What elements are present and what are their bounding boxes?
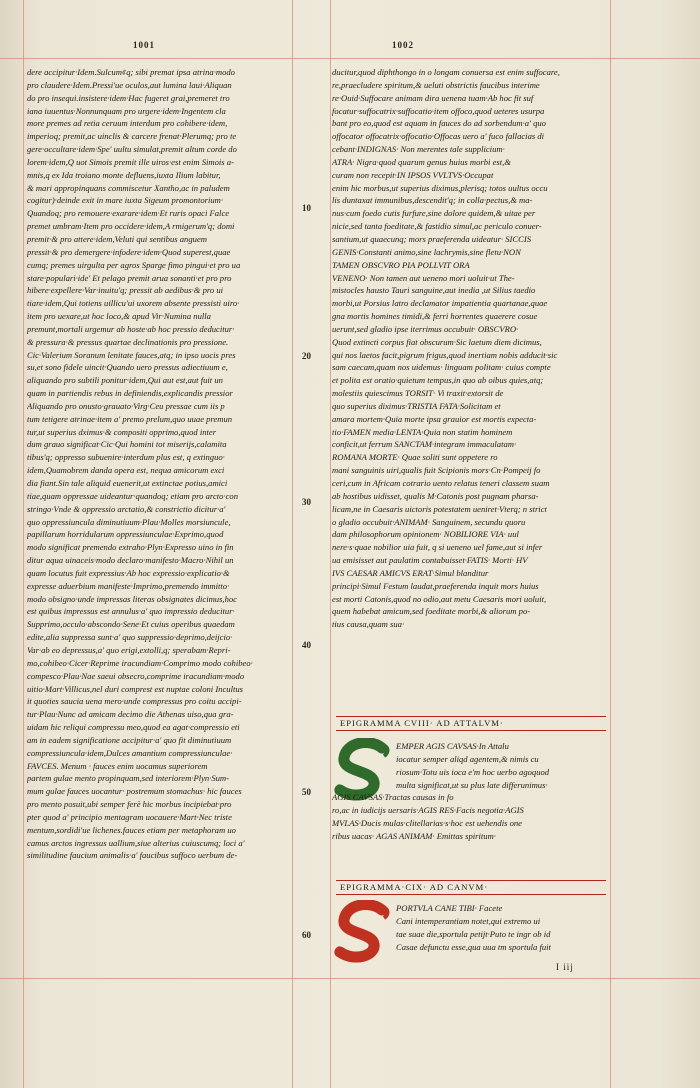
- text-line: edite,alia suppressa sunt·a' quo suppressio·deprimo,deijcio·: [27, 632, 233, 643]
- text-line: molestiis quiescimus TORSIT· Vi traxit·extorsit de: [332, 388, 504, 399]
- text-line: est quibus impressus est annulus·a' quo impressio deducitur·: [27, 606, 235, 617]
- text-line: pressit·& pro demergere·infodere·idem·Quod superest,quae: [27, 246, 231, 257]
- text-line: principi·Simul Festum laudat,praeferenda inquit mors huius: [332, 580, 539, 591]
- text-line: focatur·suffocatrix·suffocatio·item offoco,quod ueteres usurpa: [332, 105, 545, 116]
- text-line: nicie,sed tanta foeditate,& fastidio simul,ac periculo conuer-: [332, 221, 542, 232]
- rule-column-gutter: [330, 0, 331, 1088]
- text-line: ATRA· Nigra·quod quarum genus huius morbi est,&: [332, 156, 511, 167]
- text-line: uerunt,sed gladio ipse iterrimus occubuit· OBSCVRO·: [332, 323, 519, 334]
- text-line: Supprimo,occulo·abscondo·Sene·Et cuius operibus quaedam: [27, 619, 235, 630]
- text-line: tibus'q; oppresso subuenire·interdum plus est, q extinguo·: [27, 452, 225, 463]
- text-line: dum grauo significat·Cic·Qui homini tot miserijs,calamita: [27, 439, 227, 450]
- text-line: & mari appropinquans commiscetur Xantho,ac in paludem: [27, 182, 230, 193]
- text-line: ROMANA MORTE· Quae soliti sunt oppetere ro: [332, 452, 498, 463]
- text-line: Aliquando pro onusto·grauato·Virg·Ceu pressae cum iis p: [27, 400, 225, 411]
- text-line: iocatur semper aliqd agentem,& nimis cu: [396, 753, 539, 764]
- text-line: tur,ut superius dximus·& compositi opprimo,quod inter: [27, 426, 217, 437]
- text-line: dere accipitur·Idem.Sulcum¢q; sibi premat ipsa atrina·modo: [27, 67, 235, 77]
- text-line: compesco·Plau·Nae saeui obsecro,comprime iracundiam·modo: [27, 670, 245, 681]
- text-line: Cic·Valerium Soranum lenitate fauces,atq; in ipso uocis pres: [27, 349, 236, 360]
- text-line: & pressura·& pressus quartae declinationis pro pressione.: [27, 336, 229, 347]
- text-line: dam philosophorum opinionem· NOBILIORE VIA· uul: [332, 529, 519, 540]
- text-line: gere·occultare·idem·Spe' uultu simulat,premit altum corde do: [27, 144, 237, 155]
- text-line: modo significat premendo extraho·Plyn·Expresso uino in fin: [27, 542, 234, 553]
- line-number: 30: [302, 497, 311, 507]
- text-line: am in eadem significatione accipitur·a' quo fit diminutiuum: [27, 734, 232, 745]
- text-line: nere·s·quae nobilior uia fuit, q si ueneno uel fame,aut si infer: [332, 542, 543, 553]
- text-line: pro mento posuit,ubi semper ferè hic morbus incipiebat·pro: [27, 799, 232, 810]
- text-line: ua emisisset aut paulatim contabuisset·FATIS· Morti· HV: [332, 555, 528, 566]
- text-line: partem gulae mento propinquam,sed interiorem·Plyn·Sum-: [27, 773, 230, 784]
- text-line: cumq; premes uirgulta per agros Sparge fimo pingui·et pro ua: [27, 259, 241, 270]
- text-line: aliquando pro subtili ponitur·idem,Qui aut est,aut fuit un: [27, 375, 223, 386]
- text-line: AGIS CAVSAS·Tractas causas in fo: [332, 792, 454, 803]
- rule-right-margin: [610, 0, 611, 1088]
- epigram-108-heading: EPIGRAMMA CVIII· AD ATTALVM·: [336, 716, 606, 731]
- text-line: VENENO· Non tamen aut ueneno mori uoluit·ut The-: [332, 272, 515, 283]
- text-line: tum tetigere atrinae·item a' premo prelum,quo uuae premun: [27, 413, 233, 424]
- text-line: ditur aqua uinaceis·modo declaro·manifesto·Macro·Nihil un: [27, 555, 234, 566]
- epigram-109-text: [332, 902, 606, 962]
- text-line: nus·cum foedo cutis furfure,sine dolore quidem,& uitae per: [332, 208, 536, 219]
- text-line: camus arctos ingressus uallium,siue alterius cuiuscumq; loci a': [27, 837, 245, 848]
- text-line: idem,Quamobrem danda opera est, nequa amicorum exci: [27, 465, 225, 476]
- text-line: do pro insequi.insistere·idem·Hac fugeret grai,premeret tro: [27, 92, 230, 103]
- line-number: 50: [302, 787, 311, 797]
- text-line: licam,ne in Caesaris uictoris potestatem ueniret·Vterq; n strict: [332, 503, 547, 514]
- line-number: 20: [302, 351, 311, 361]
- text-line: premit·& pro attere·idem,Veluti qui sentibus anguem: [27, 233, 207, 244]
- text-line: uidam hic reliqui compressu meo,quod ea agat·compressio eti: [27, 722, 240, 733]
- text-line: ribus uacas· AGAS ANIMAM· Emittas spiritum·: [332, 830, 496, 841]
- text-line: quo oppressiuncula diminutiuum·Plau·Molles morsiuncule,: [27, 516, 231, 527]
- text-line: iana iuuentus·Nonnunquam pro urgere·idem·Ingentem cla: [27, 105, 226, 116]
- line-number: 10: [302, 203, 311, 213]
- text-line: ceri,cum in Africam cotrario uento relatus teneri classem suam: [332, 478, 550, 488]
- rule-bottom: [0, 978, 700, 979]
- text-line: mum gulae fauces uocantur· postremum stomachus· hic fauces: [27, 786, 242, 797]
- text-line: pter quod a' principio mentagram uocauere·Mart·Nec triste: [27, 811, 232, 822]
- text-line: tiae,quam oppressae uideantur·quandoq; etiam pro arcto·con: [27, 490, 238, 501]
- text-line: tae suae die,sportula petijt·Puto te ingr ob id: [396, 928, 551, 939]
- text-line: compressiuncula·idem,Dulces amantium compressiunculae·: [27, 747, 233, 758]
- text-line: mentum,sordidi'ue lichenes.fauces etiam per metaphoram uo: [27, 824, 236, 835]
- text-line: similitudine faucium animalis·a' faucibus suffoco uerbum de-: [27, 850, 238, 861]
- text-line: Casae defunctu esse,qua uua tm sportula fuit: [396, 941, 551, 952]
- text-line: ro,ac in iudicijs uersaris·AGIS RES·Facis negotia·AGIS: [332, 805, 524, 816]
- text-line: expresse aduerbium manifeste·Imprimo,premendo immitto·: [27, 580, 230, 591]
- text-line: stare·populari·ide' Et pelago premit arua sonanti·et pro pro: [27, 272, 232, 283]
- text-line: Quod extincti corpus fiat obscurum·Sic laetum diem dicimus,: [332, 336, 542, 347]
- text-line: MVLAS·Ducis mulas·clitellarias·s·hoc est uehendis one: [332, 818, 522, 829]
- text-line: quo superius diximus·TRISTIA FATA·Solicitam et: [332, 400, 501, 411]
- text-line: TAMEN OBSCVRO PIA POLLVIT ORA: [332, 259, 470, 270]
- text-line: quam in partiendis rebus in definiendis,explicandis pressior: [27, 388, 233, 399]
- text-line: re,praecludere spiritum,& ueluti obstrictis faucibus interime: [332, 79, 540, 90]
- text-line: morbi,ut Porsius latro declamator impatientia quartanae,quae: [332, 298, 548, 309]
- text-line: est morti Catonis,quod no odio,aut metu Caesaris mori uoluit,: [332, 593, 547, 604]
- text-line: cogitur)·deinde exit in mare iuxta Sigeum promontorium·: [27, 195, 224, 206]
- epigram-108-text: [332, 740, 606, 872]
- text-line: offocator offocatrix·offocatio·Offocas uero a' fuco fallacias di: [332, 131, 545, 142]
- text-line: tio·FAMEN media·LENTA·Quia non statim hominem: [332, 426, 513, 437]
- text-line: mo,cohibeo·Cicer·Reprime iracundiam·Comprimo modo cohibeo·: [27, 657, 253, 668]
- line-number: 60: [302, 930, 311, 940]
- text-line: Cani intemperantiam notet,qui extremo ui: [396, 915, 541, 926]
- text-line: santium,ut quaecunq; mors praeferenda uideatur· SICCIS: [332, 233, 531, 244]
- text-line: GENIS·Constanti animo,sine lachrymis,sine fletu·NON: [332, 246, 521, 257]
- epigram-109-heading: EPIGRAMMA·CIX· AD CANVM·: [336, 880, 606, 895]
- text-line: qui nos laetos facit,pigrum frigus,quod inertiam nobis adducit·sic: [332, 349, 558, 360]
- text-line: Var·ab eo depressus,a' quo erigi,extolli,q; sperabam·Repri-: [27, 644, 231, 655]
- text-line: re·Ouid·Suffocare animam dira uenena tuam·Ab hoc fit suf: [332, 92, 534, 103]
- text-line: hibere·expellere·Var·inuitu'q; pressit ab aedibus·& pro ui: [27, 285, 224, 296]
- text-line: item pro uexare,ut hoc loco,& apud Vir·Numina nulla: [27, 311, 211, 322]
- text-line: premet umbram·Item pro occidere·idem,A rmigerum'q; domi: [27, 221, 235, 232]
- text-line: conficit,ut ferrum SANCTAM·integram immaculatam·: [332, 439, 517, 450]
- text-line: tur·Plau·Nunc ad amicam decimo die Athenas uiso,qua gra-: [27, 709, 234, 720]
- text-line: curam non recepit·IN IPSOS VVLTVS·Occupat: [332, 169, 494, 180]
- text-line: bant pro eo,quod est aquam in fauces do ad sorbendum·a' quo: [332, 118, 546, 129]
- text-line: mistocles hausto Tauri sanguine,aut inedia ,ut Silius taedio: [332, 285, 536, 296]
- folio-right: 1002: [392, 40, 414, 50]
- text-line: stringo·Vnde & oppressio arctatio,& constrictio dicitur·a': [27, 503, 226, 514]
- text-line: FAVCES. Menum · fauces enim uocamus superiorem: [27, 760, 208, 771]
- text-line: quem habebat amicum,sed foeditate morbi,& aliorum po-: [332, 606, 531, 617]
- text-line: imperioq; premit,ac uinclis & carcere frenat·Plerumq; pro te: [27, 131, 237, 142]
- text-line: PORTVLA CANE TIBI· Facete: [396, 903, 503, 913]
- text-line: tius causa,quam sua·: [332, 619, 405, 630]
- signature-mark: I iij: [556, 962, 574, 972]
- text-line: IVS CAESAR AMICVS ERAT·Simul blanditur: [332, 567, 489, 578]
- folio-left: 1001: [133, 40, 155, 50]
- text-line: su,et sono fidele uincit·Quando uero pressus adiectiuum e,: [27, 362, 228, 373]
- line-number: 40: [302, 640, 311, 650]
- text-line: premunt,mortali urgemur ab hoste·ab hoc pressio deducitur·: [27, 323, 235, 334]
- text-line: modo obsigno·unde impressas literas obsignates dicimus,hoc: [27, 593, 237, 604]
- text-line: Quandoq; pro remouere·exarare·idem·Et ruris opaci Falce: [27, 208, 230, 219]
- text-line: EMPER AGIS CAVSAS·In Attalu: [396, 741, 509, 751]
- text-line: sam caecam,quam nos uidemus· linguam politam· cuius compte: [332, 362, 551, 373]
- text-line: ducitur,quod diphthongo in o longam conuersa est enim suffocare,: [332, 67, 560, 77]
- text-line: cebant·INDIGNAS· Non merentes tale supplicium·: [332, 144, 505, 155]
- text-line: lorem·idem,Q uot Simois premit ille uiros·est enim Simois a-: [27, 156, 234, 167]
- text-line: multa significat,ut su plus late differunimus·: [396, 779, 548, 790]
- text-line: quam locutus fuit expressius·Ab hoc expressio·explicatio·&: [27, 567, 230, 578]
- text-line: dia fiant.Sin tale aliquid euenerit,ut extinctae potius,amici: [27, 478, 228, 488]
- text-line: more premes ad retia ceruum interdum pro cohibere·idem,: [27, 118, 228, 129]
- text-line: tiare·idem,Qui totiens uillicu'ui uxorem absente pressisti uiro·: [27, 298, 240, 309]
- rule-left-margin: [23, 0, 24, 1088]
- text-line: it quoties saucia uena mero·unde compressus pro coitu accipi-: [27, 696, 242, 707]
- text-line: ab hostibus uidisset, qualis M·Catonis post pugnam pharsa-: [332, 490, 539, 501]
- text-line: o gladio occubuit·ANIMAM· Sanguinem, secundu quoru: [332, 516, 526, 527]
- text-line: lis duntaxat immunibus,descendit'q; in colla·pectus,& ma-: [332, 195, 533, 206]
- text-line: mnis,q ex Ida troiano monte defluens,iuxta Ilium labitur,: [27, 169, 221, 180]
- right-column-text: [332, 66, 606, 706]
- text-line: uitio·Mart·Villicus,nel duri comprest est nuptae coloni Incultus: [27, 683, 244, 694]
- rule-column-left-inner: [292, 0, 293, 1088]
- text-line: enim hic morbus,ut superius diximus,plerisq; totos uultus occu: [332, 182, 548, 193]
- text-line: papillarum horridularum oppressiunculae·Exprimo,quod: [27, 529, 224, 540]
- text-line: riosum·Totu uis ioca e'm hoc uerbo agoquod: [396, 766, 550, 777]
- text-line: amara mortem·Quia morte ipsa grauior est mortis expecta-: [332, 413, 537, 424]
- text-line: pro claudere·Idem.Pressi'ue oculos,aut lumina laui·Aliquan: [27, 79, 232, 90]
- left-column-text: [27, 66, 291, 966]
- text-line: gna mortis homines timidi,& ferri horrentes quaerere cosue: [332, 311, 538, 322]
- text-line: mani sanguinis uiri,qualis fuit Scipionis mors·Cn·Pompeij fo: [332, 465, 541, 476]
- text-line: et polita est oratio·quietum tempus,in quo ab oibus quies,atq;: [332, 375, 544, 386]
- rule-top: [0, 58, 700, 59]
